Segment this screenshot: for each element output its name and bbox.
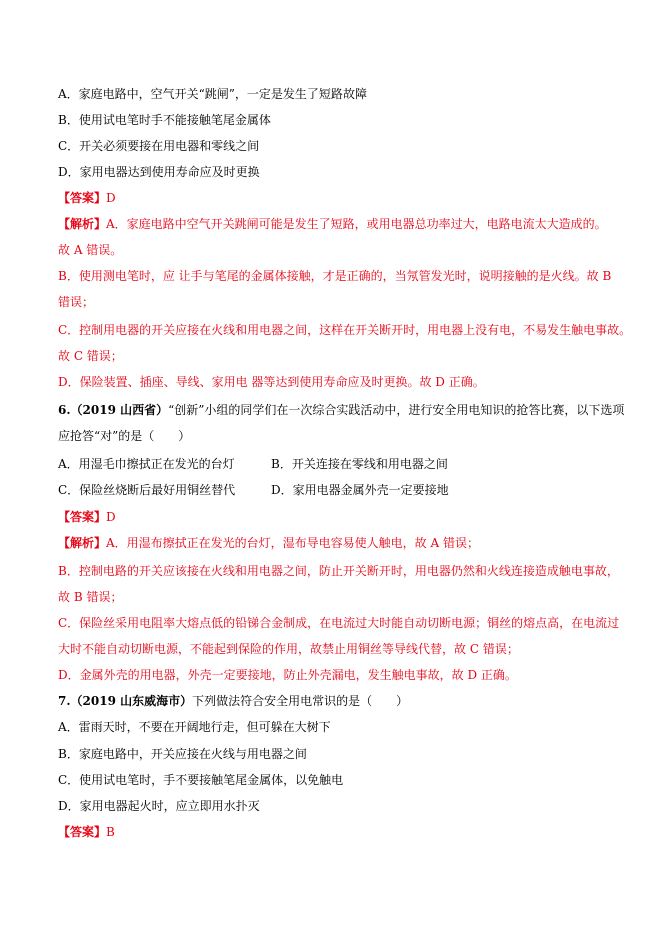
q6-option-b: B．开关连接在零线和用电器之间 (271, 457, 448, 471)
q6-stem-line-2: 应抢答“对”的是（ ） (58, 429, 191, 443)
q5-answer-tag: 【答案】 (58, 191, 107, 205)
q6-analysis-line-4: C．保险丝采用电阻率大熔点低的铅锑合金制成，在电流过大时能自动切断电源；铜丝的熔点高，在电流过 (58, 616, 620, 630)
q7-option-b: B．家庭电路中，开关应接在火线与用电器之间 (58, 747, 307, 761)
q6-source: （2019 山西省） (70, 403, 169, 417)
q7-stem (58, 693, 618, 709)
q6-answer (58, 509, 618, 525)
q5-analysis-line-1 (58, 216, 618, 232)
q5-option-d: D．家用电器达到使用寿命应及时更换 (58, 165, 260, 179)
q7-answer-tag: 【答案】 (58, 825, 107, 839)
q7-stem-text: 下列做法符合安全用电常识的是（ ） (192, 694, 409, 708)
q5-answer-value: D (106, 191, 116, 205)
q6-option-a: A．用湿毛巾擦拭正在发光的台灯 (58, 457, 235, 471)
q7-answer (58, 824, 618, 840)
q7-number: 7. (58, 694, 71, 708)
q6-analysis-line-5: 大时不能自动切断电源，不能起到保险的作用，故禁止用铜丝等导线代替，故 C 错误； (58, 642, 519, 656)
q5-option-c: C．开关必须要接在用电器和零线之间 (58, 139, 260, 153)
q6-analysis-line-1 (58, 535, 618, 551)
q6-answer-tag: 【答案】 (58, 510, 107, 524)
q5-option-b: B．使用试电笔时手不能接触笔尾金属体 (58, 113, 271, 127)
q5-analysis-line-6: 故 C 错误； (58, 349, 123, 363)
q5-analysis-line-3: B．使用测电笔时，应 让手与笔尾的金属体接触，才是正确的，当氖管发光时，说明接触的是火线。故 B (58, 269, 612, 283)
q6-analysis-line-3: 故 B 错误； (58, 590, 123, 604)
q5-analysis-text: A．家庭电路中空气开关跳闸可能是发生了短路，或用电器总功率过大，电路电流太大造成的。 (106, 217, 607, 231)
q6-stem-line-1 (58, 402, 625, 418)
q5-answer (58, 190, 618, 206)
q7-answer-value: B (106, 825, 115, 839)
q6-option-c: C．保险丝烧断后最好用铜丝替代 (58, 483, 236, 497)
q6-analysis-line-2: B．控制电路的开关应该接在火线和用电器之间，防止开关断开时，用电器仍然和火线连接造成触电事故， (58, 564, 619, 578)
q6-analysis-tag: 【解析】 (58, 536, 107, 550)
q5-option-a: A．家庭电路中，空气开关“跳闸”，一定是发生了短路故障 (58, 87, 367, 101)
q6-option-d: D．家用电器金属外壳一定要接地 (271, 483, 449, 497)
q6-analysis-text: A．用湿布擦拭正在发光的台灯，湿布导电容易使人触电，故 A 错误； (106, 536, 479, 550)
q5-analysis-line-7: D．保险装置、插座、导线、家用电 器等达到使用寿命应及时更换。故 D 正确。 (58, 375, 485, 389)
q5-analysis-line-4: 错误； (58, 295, 95, 309)
q5-analysis-tag: 【解析】 (58, 217, 107, 231)
q7-source: （2019 山东威海市） (70, 694, 193, 708)
q5-analysis-line-2: 故 A 错误。 (58, 243, 123, 257)
q7-option-a: A．雷雨天时，不要在开阔地行走，但可躲在大树下 (58, 720, 331, 734)
q5-analysis-line-5: C．控制用电器的开关应接在火线和用电器之间，这样在开关断开时，用电器上没有电，不易发生触电事故。 (58, 323, 632, 337)
q6-number: 6. (58, 403, 71, 417)
q7-option-d: D．家用电器起火时，应立即用水扑灭 (58, 799, 260, 813)
q6-analysis-line-6: D．金属外壳的用电器，外壳一定要接地，防止外壳漏电，发生触电事故，故 D 正确。 (58, 668, 517, 682)
q7-option-c: C．使用试电笔时，手不要接触笔尾金属体，以免触电 (58, 773, 344, 787)
q6-answer-value: D (106, 510, 116, 524)
q6-stem-text: “创新”小组的同学们在一次综合实践活动中，进行安全用电知识的抢答比赛，以下选项 (168, 403, 625, 417)
